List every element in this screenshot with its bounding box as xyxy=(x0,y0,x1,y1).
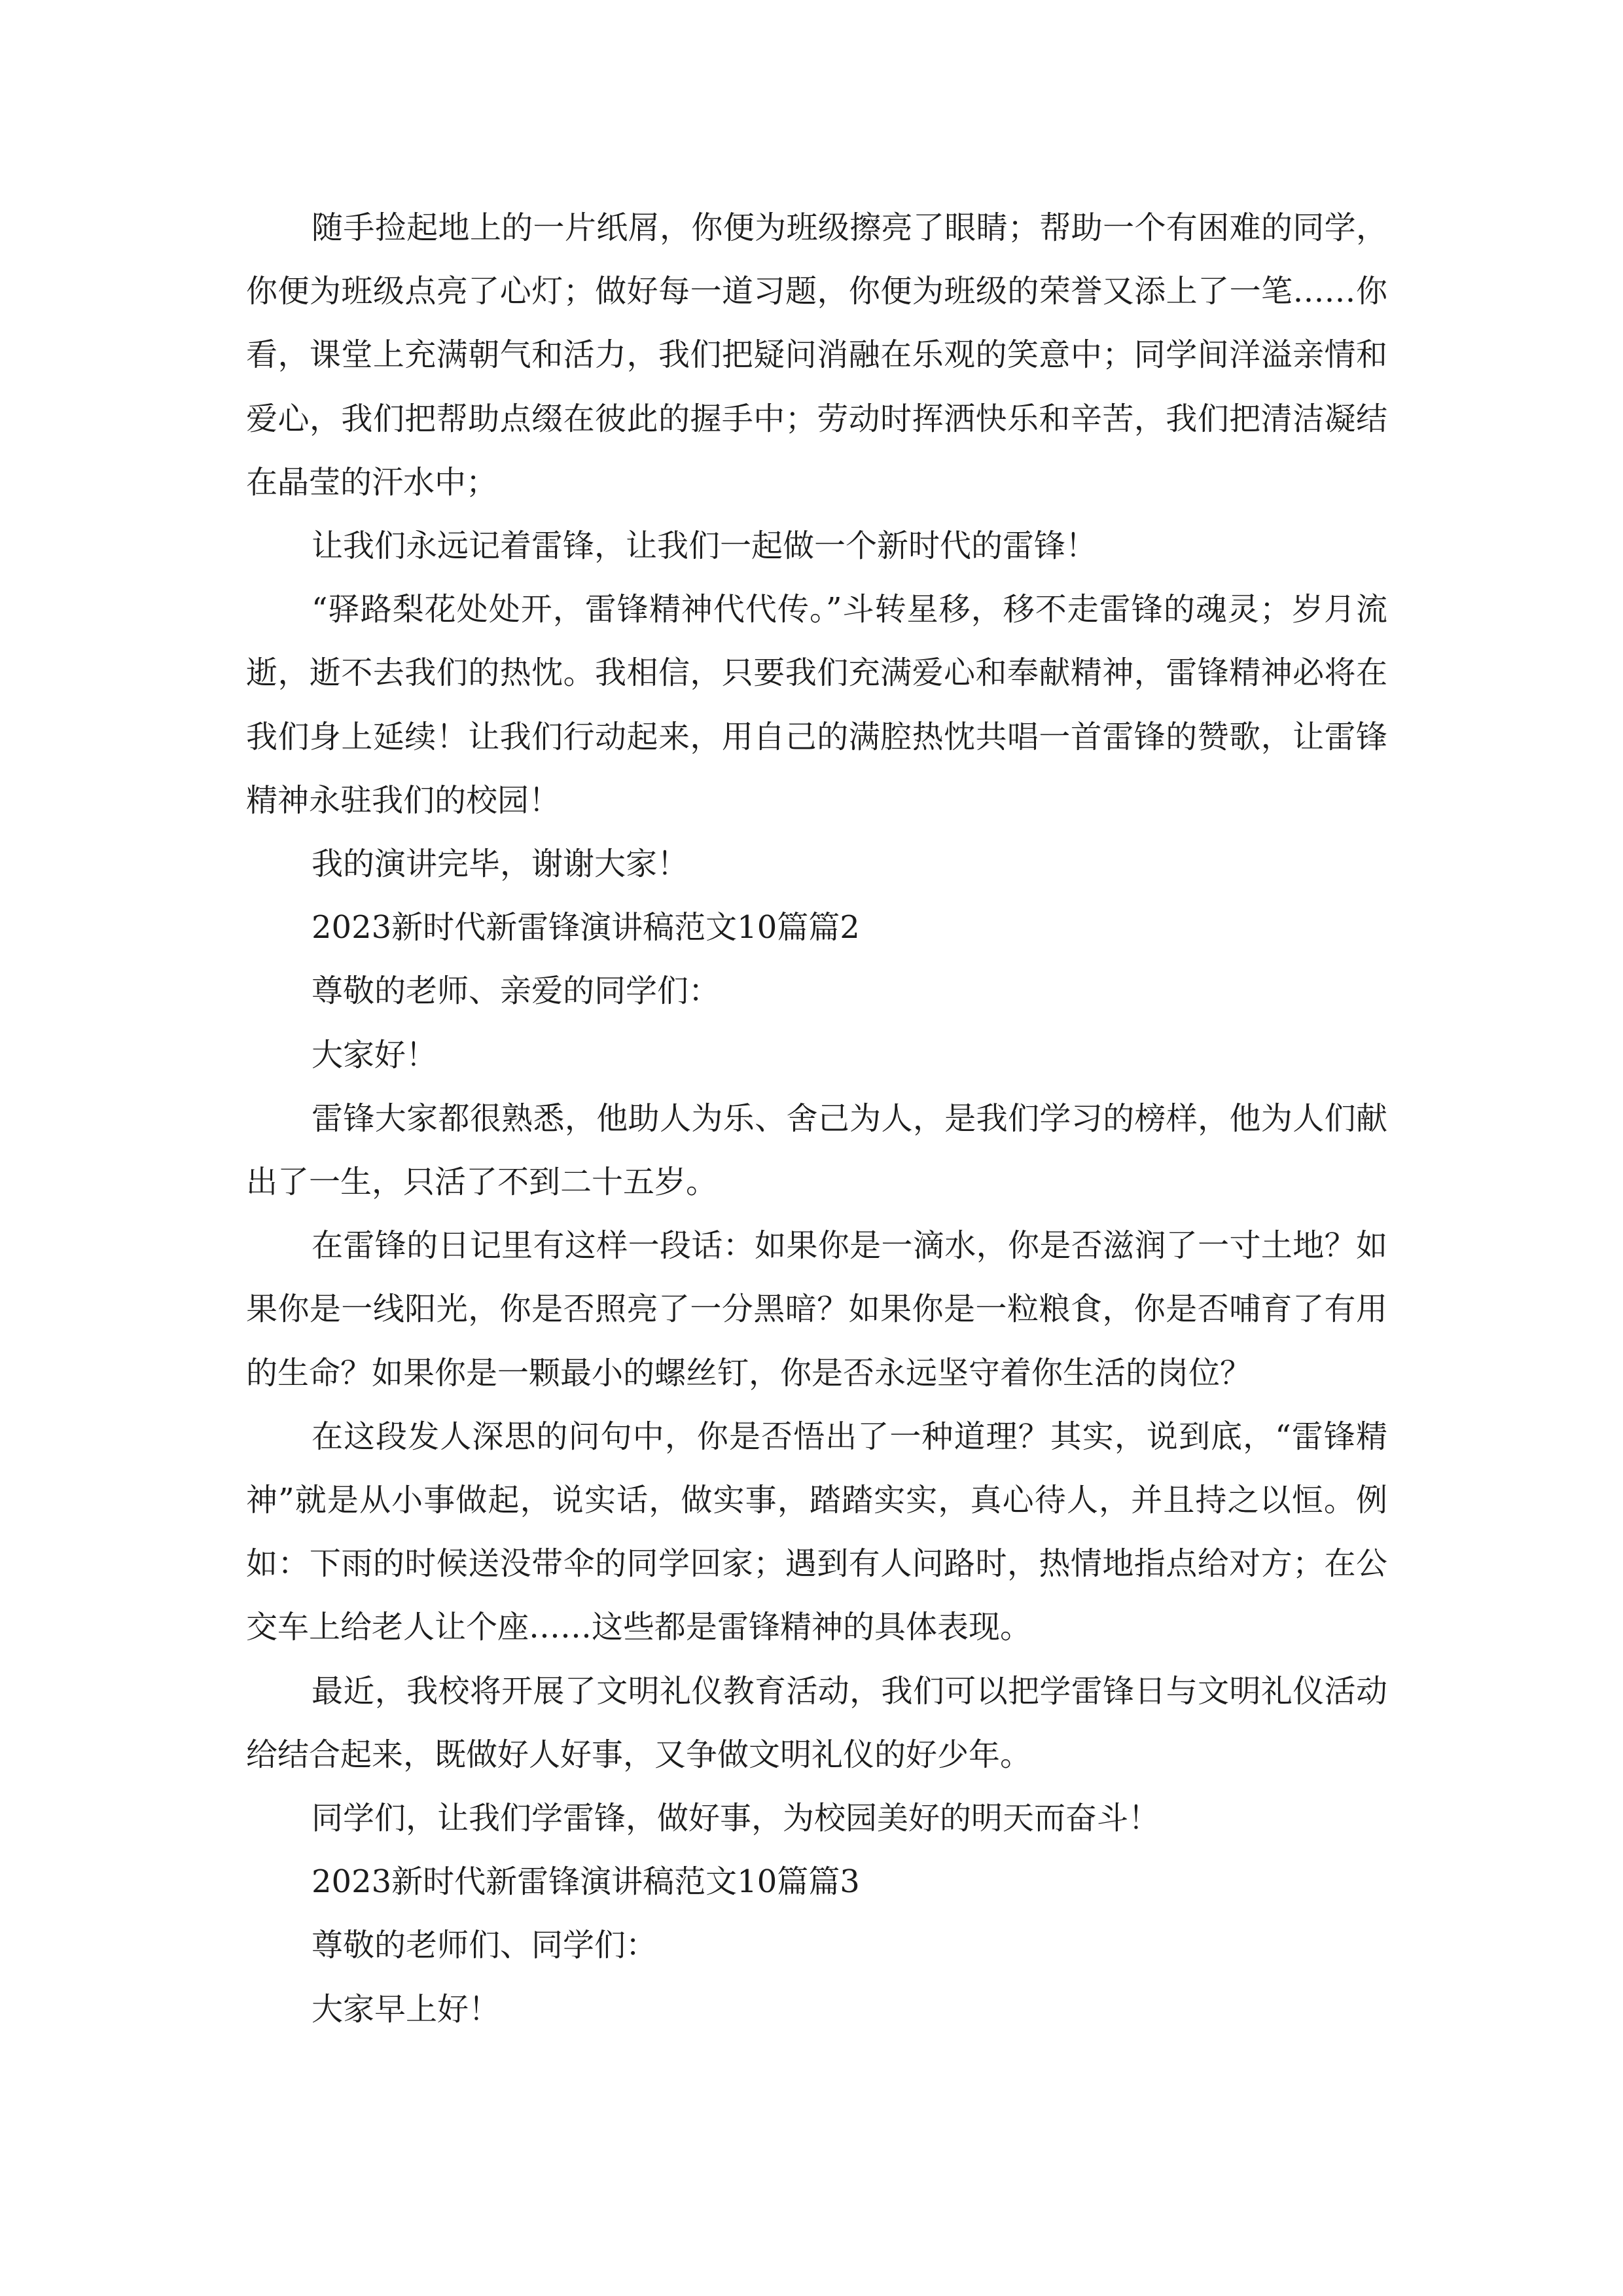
paragraph-remember-leifeng: 让我们永远记着雷锋，让我们一起做一个新时代的雷锋！ xyxy=(312,528,1097,565)
section-heading-3: 2023新时代新雷锋演讲稿范文10篇篇3 xyxy=(312,1863,860,1901)
paragraph-diary-quote: 在雷锋的日记里有这样一段话：如果你是一滴水，你是否滋润了一寸土地？如果你是一线阳光，你是否照亮了一分黑暗？如果你是一粒粮食，你是否哺育了有用的生命？如果你是一颗最小的螺丝钉，你是否永远坚守着你生活的岗位？ xyxy=(246,1227,1387,1391)
greeting-3: 大家早上好！ xyxy=(312,1990,501,2028)
salutation-3: 尊敬的老师们、同学们： xyxy=(312,1927,658,1964)
paragraph-leifeng-intro: 雷锋大家都很熟悉，他助人为乐、舍己为人，是我们学习的榜样，他为人们献出了一生，只活了不到二十五岁。 xyxy=(246,1100,1387,1201)
paragraph-etiquette-activity: 最近，我校将开展了文明礼仪教育活动，我们可以把学雷锋日与文明礼仪活动给结合起来，既做好人好事，又争做文明礼仪的好少年。 xyxy=(246,1672,1387,1773)
section-heading-2: 2023新时代新雷锋演讲稿范文10篇篇2 xyxy=(312,909,860,946)
paragraph-call-to-action: 同学们，让我们学雷锋，做好事，为校园美好的明天而奋斗！ xyxy=(312,1800,1160,1837)
document-body xyxy=(246,196,1387,2041)
paragraph-spirit-meaning: 在这段发人深思的问句中，你是否悟出了一种道理？其实，说到底，“雷锋精神”就是从小事做起，说实话，做实事，踏踏实实，真心待人，并且持之以恒。例如：下雨的时候送没带伞的同学回家；遇到有人问路时，热情地指点给对方；在公交车上给老人让个座……这些都是雷锋精神的具体表现。 xyxy=(246,1418,1387,1646)
greeting-2: 大家好！ xyxy=(312,1036,438,1073)
paragraph-class-contribution: 随手捡起地上的一片纸屑，你便为班级擦亮了眼睛；帮助一个有困难的同学，你便为班级点亮了心灯；做好每一道习题，你便为班级的荣誉又添上了一笔……你看，课堂上充满朝气和活力，我们把疑问消融在乐观的笑意中；同学间洋溢亲情和爱心，我们把帮助点缀在彼此的握手中；劳动时挥洒快乐和辛苦，我们把清洁凝结在晶莹的汗水中； xyxy=(246,209,1387,501)
paragraph-speech-ending: 我的演讲完毕，谢谢大家！ xyxy=(312,846,689,883)
paragraph-spirit-continues: “驿路梨花处处开，雷锋精神代代传。”斗转星移，移不走雷锋的魂灵；岁月流逝，逝不去我们的热忱。我相信，只要我们充满爱心和奉献精神，雷锋精神必将在我们身上延续！让我们行动起来，用自己的满腔热忱共唱一首雷锋的赞歌，让雷锋精神永驻我们的校园！ xyxy=(246,591,1387,819)
salutation-2: 尊敬的老师、亲爱的同学们： xyxy=(312,973,721,1010)
